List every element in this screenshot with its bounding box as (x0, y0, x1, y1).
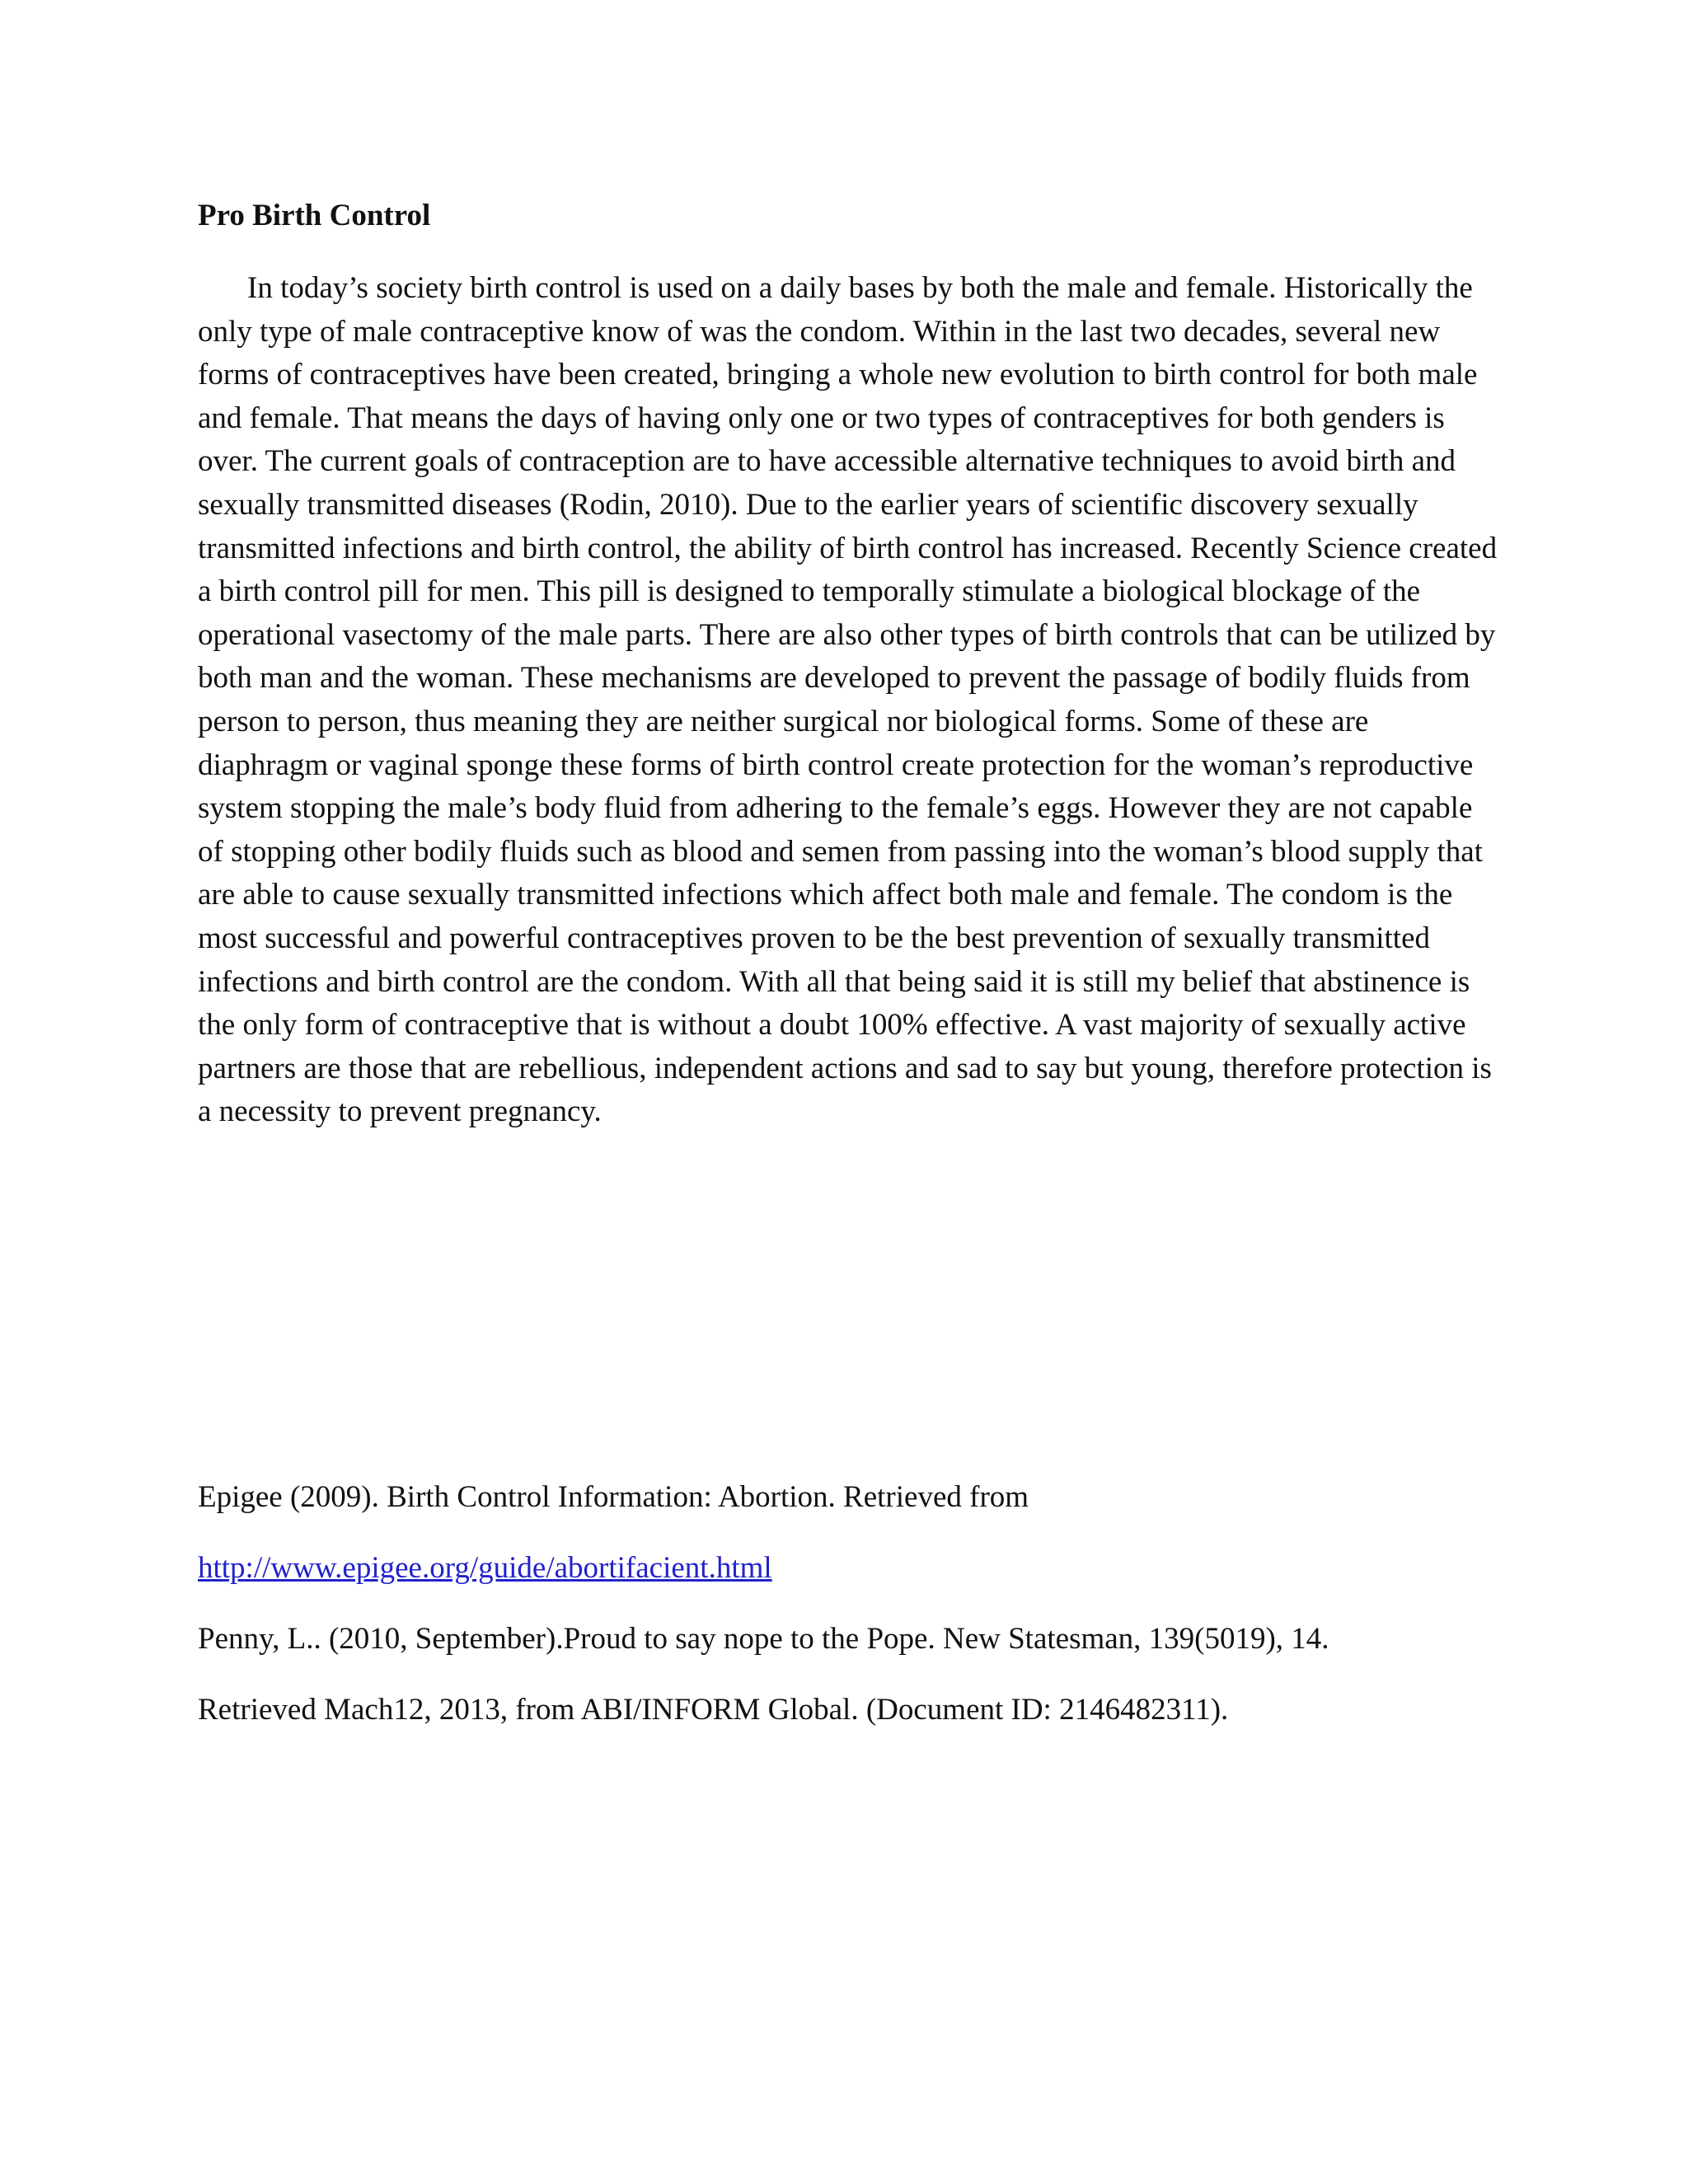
document-title: Pro Birth Control (198, 199, 431, 232)
reference-penny (198, 1604, 1517, 1746)
reference-epigee-link[interactable]: http://www.epigee.org/guide/abortifacient.html (198, 1551, 772, 1585)
references-section (198, 1462, 1517, 1746)
body-paragraph: In today’s society birth control is used on a daily bases by both the male and female. Historically the only type of male contraceptive know of was the condom. Within in the last two decades, several new forms of contraceptives have been created, bringing a whole new evolution to birth control for both male and female. That means the days of having only one or two types of contraceptives for both genders is over. The current goals of contraception are to have accessible alternative techniques to avoid birth and sexually transmitted diseases (Rodin, 2010). Due to the earlier years of scientific discovery sexually transmitted infections and birth control, the ability of birth control has increased. Recently Science created a birth control pill for men. This pill is designed to temporally stimulate a biological blockage of the operational vasectomy of the male parts. There are also other types of birth controls that can be utilized by both man and the woman. These mechanisms are developed to prevent the passage of bodily fluids from person to person, thus meaning they are neither surgical nor biological forms. Some of these are diaphragm or vaginal sponge these forms of birth control create protection for the woman’s reproductive system stopping the male’s body fluid from adhering to the female’s eggs. However they are not capable of stopping other bodily fluids such as blood and semen from passing into the woman’s blood supply that are able to cause sexually transmitted infections which affect both male and female. The condom is the most successful and powerful contraceptives proven to be the best prevention of sexually transmitted infections and birth control are the condom. With all that being said it is still my belief that abstinence is the only form of contraceptive that is without a doubt 100% effective. A vast majority of sexually active partners are those that are rebellious, independent actions and sad to say but young, therefore protection is a necessity to prevent pregnancy. (198, 271, 1498, 1129)
reference-penny-line1: Penny, L.. (2010, September).Proud to say nope to the Pope. New Statesman, 139(5019), 14. (198, 1622, 1329, 1656)
reference-epigee (198, 1462, 1517, 1604)
reference-penny-line2: Retrieved Mach12, 2013, from ABI/INFORM Global. (Document ID: 2146482311). (198, 1693, 1229, 1727)
reference-epigee-text: Epigee (2009). Birth Control Information: Abortion. Retrieved from (198, 1480, 1029, 1514)
